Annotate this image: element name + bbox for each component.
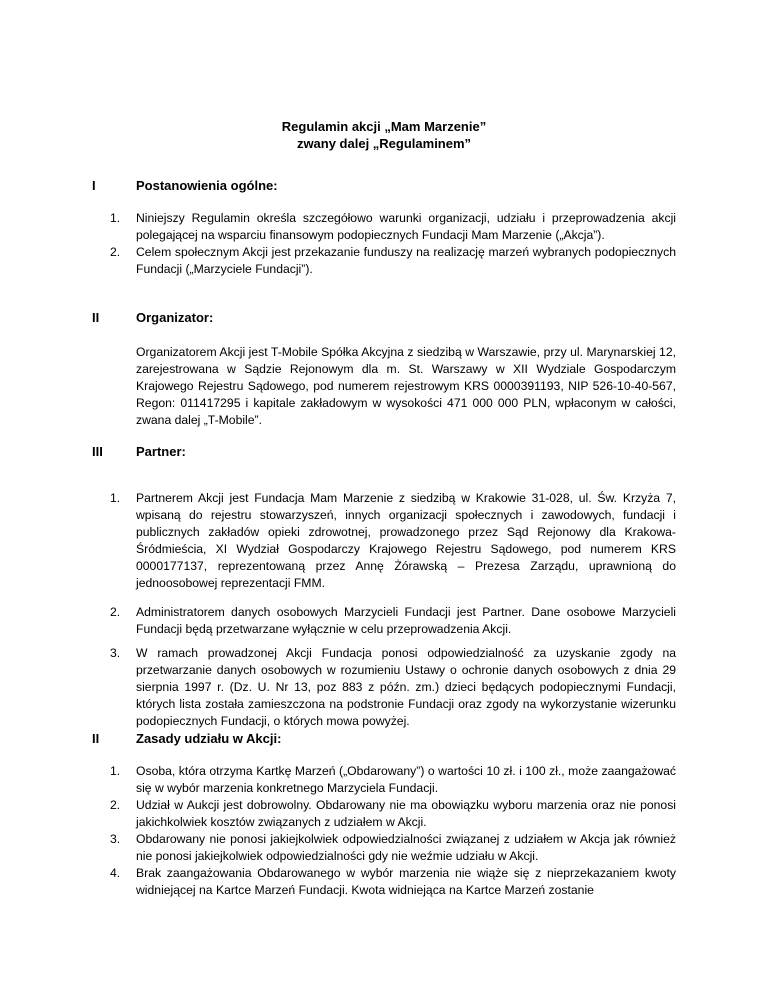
section-list [110, 763, 676, 899]
section-list [110, 210, 676, 278]
list-item-number: 2. [110, 245, 121, 259]
list-item [110, 865, 676, 899]
list-item [110, 763, 676, 797]
section-title: Organizator: [136, 310, 214, 325]
section-number: II [92, 731, 100, 746]
list-item-text: Brak zaangażowania Obdarowanego w wybór marzenia nie wiąże się z nieprzekazaniem kwoty widniejącej na Kartce Marzeń Fundacji. Kwota widniejąca na Kartce Marzeń zostanie [136, 866, 676, 897]
list-item-number: 2. [110, 605, 121, 619]
list-item-number: 4. [110, 866, 121, 880]
section-number: III [92, 444, 103, 459]
section-title: Partner: [136, 444, 186, 459]
list-item [110, 244, 676, 278]
list-item-text: Udział w Aukcji jest dobrowolny. Obdarowany nie ma obowiązku wyboru marzenia oraz nie ponosi jakichkolwiek kosztów związanych z udziałem w Akcji. [136, 798, 676, 829]
list-item-text: W ramach prowadzonej Akcji Fundacja ponosi odpowiedzialność za uzyskanie zgody na przetwarzanie danych osobowych w rozumieniu Ustawy o ochronie danych osobowych z dnia 29 sierpnia 1997 r. (Dz. U. Nr 13, poz 883 z późn. zm.) dzieci będących podopiecznymi Fundacji, których lista została zamieszczona na podstronie Fundacji oraz zgody na wykorzystanie wizerunku podopiecznych Fundacji, o których mowa powyżej. [136, 646, 676, 728]
list-item-text: Niniejszy Regulamin określa szczegółowo warunki organizacji, udziału i przeprowadzenia akcji polegającej na wsparciu finansowym podopiecznych Fundacji Mam Marzenie („Akcja”). [136, 211, 676, 242]
list-item-text: Celem społecznym Akcji jest przekazanie funduszy na realizację marzeń wybranych podopiecznych Fundacji („Marzyciele Fundacji”). [136, 245, 676, 276]
list-item-number: 1. [110, 764, 121, 778]
list-item-number: 3. [110, 832, 121, 846]
section-title: Zasady udziału w Akcji: [136, 731, 282, 746]
list-item-number: 3. [110, 646, 121, 660]
section-paragraph: Organizatorem Akcji jest T-Mobile Spółka Akcyjna z siedzibą w Warszawie, przy ul. Marynarskiej 12, zarejestrowana w Sądzie Rejonowym dla m. St. Warszawy w XII Wydziale Gospodarczym Krajowego Rejestru Sądowego, pod numerem rejestrowym KRS 0000391193, NIP 526-10-40-567, Regon: 011417295 i kapitale zakładowym w wysokości 471 000 000 PLN, wpłaconym w całości, zwana dalej „T-Mobile”. [136, 345, 676, 427]
list-item [110, 831, 676, 865]
list-item [110, 210, 676, 244]
list-item-text: Administratorem danych osobowych Marzycieli Fundacji jest Partner. Dane osobowe Marzycieli Fundacji będą przetwarzane wyłącznie w celu przeprowadzenia Akcji. [136, 605, 676, 636]
list-item-number: 1. [110, 491, 121, 505]
document-subtitle: zwany dalej „Regulaminem” [296, 136, 472, 151]
list-item [110, 490, 676, 592]
section-list [110, 490, 676, 730]
section-title: Postanowienia ogólne: [136, 178, 278, 193]
list-item [110, 797, 676, 831]
section-number: II [92, 310, 100, 325]
list-item-text: Osoba, która otrzyma Kartkę Marzeń („Obdarowany”) o wartości 10 zł. i 100 zł., może zaangażować się w wybór marzenia konkretnego Marzyciela Fundacji. [136, 764, 676, 795]
list-item-number: 2. [110, 798, 121, 812]
list-item-number: 1. [110, 211, 121, 225]
list-item [110, 604, 676, 638]
section-number: I [92, 178, 96, 193]
list-item [110, 645, 676, 730]
list-item-text: Obdarowany nie ponosi jakiejkolwiek odpowiedzialności związanej z udziałem w Akcja jak również nie ponosi jakiejkolwiek odpowiedzialności gdy nie weźmie udziału w Akcji. [136, 832, 676, 863]
list-item-text: Partnerem Akcji jest Fundacja Mam Marzenie z siedzibą w Krakowie 31-028, ul. Św. Krzyża 7, wpisaną do rejestru stowarzyszeń, innych organizacji społecznych i zawodowych, fundacji i publicznych zakładów opieki zdrowotnej, prowadzonego przez Sąd Rejonowy dla Krakowa-Śródmieścia, XI Wydział Gospodarczy Krajowego Rejestru Sądowego, pod numerem KRS 0000177137, reprezentowaną przez Annę Żórawską – Prezesa Zarządu, uprawnioną do jednoosobowej reprezentacji FMM. [136, 491, 676, 590]
document-title: Regulamin akcji „Mam Marzenie” [281, 119, 487, 134]
